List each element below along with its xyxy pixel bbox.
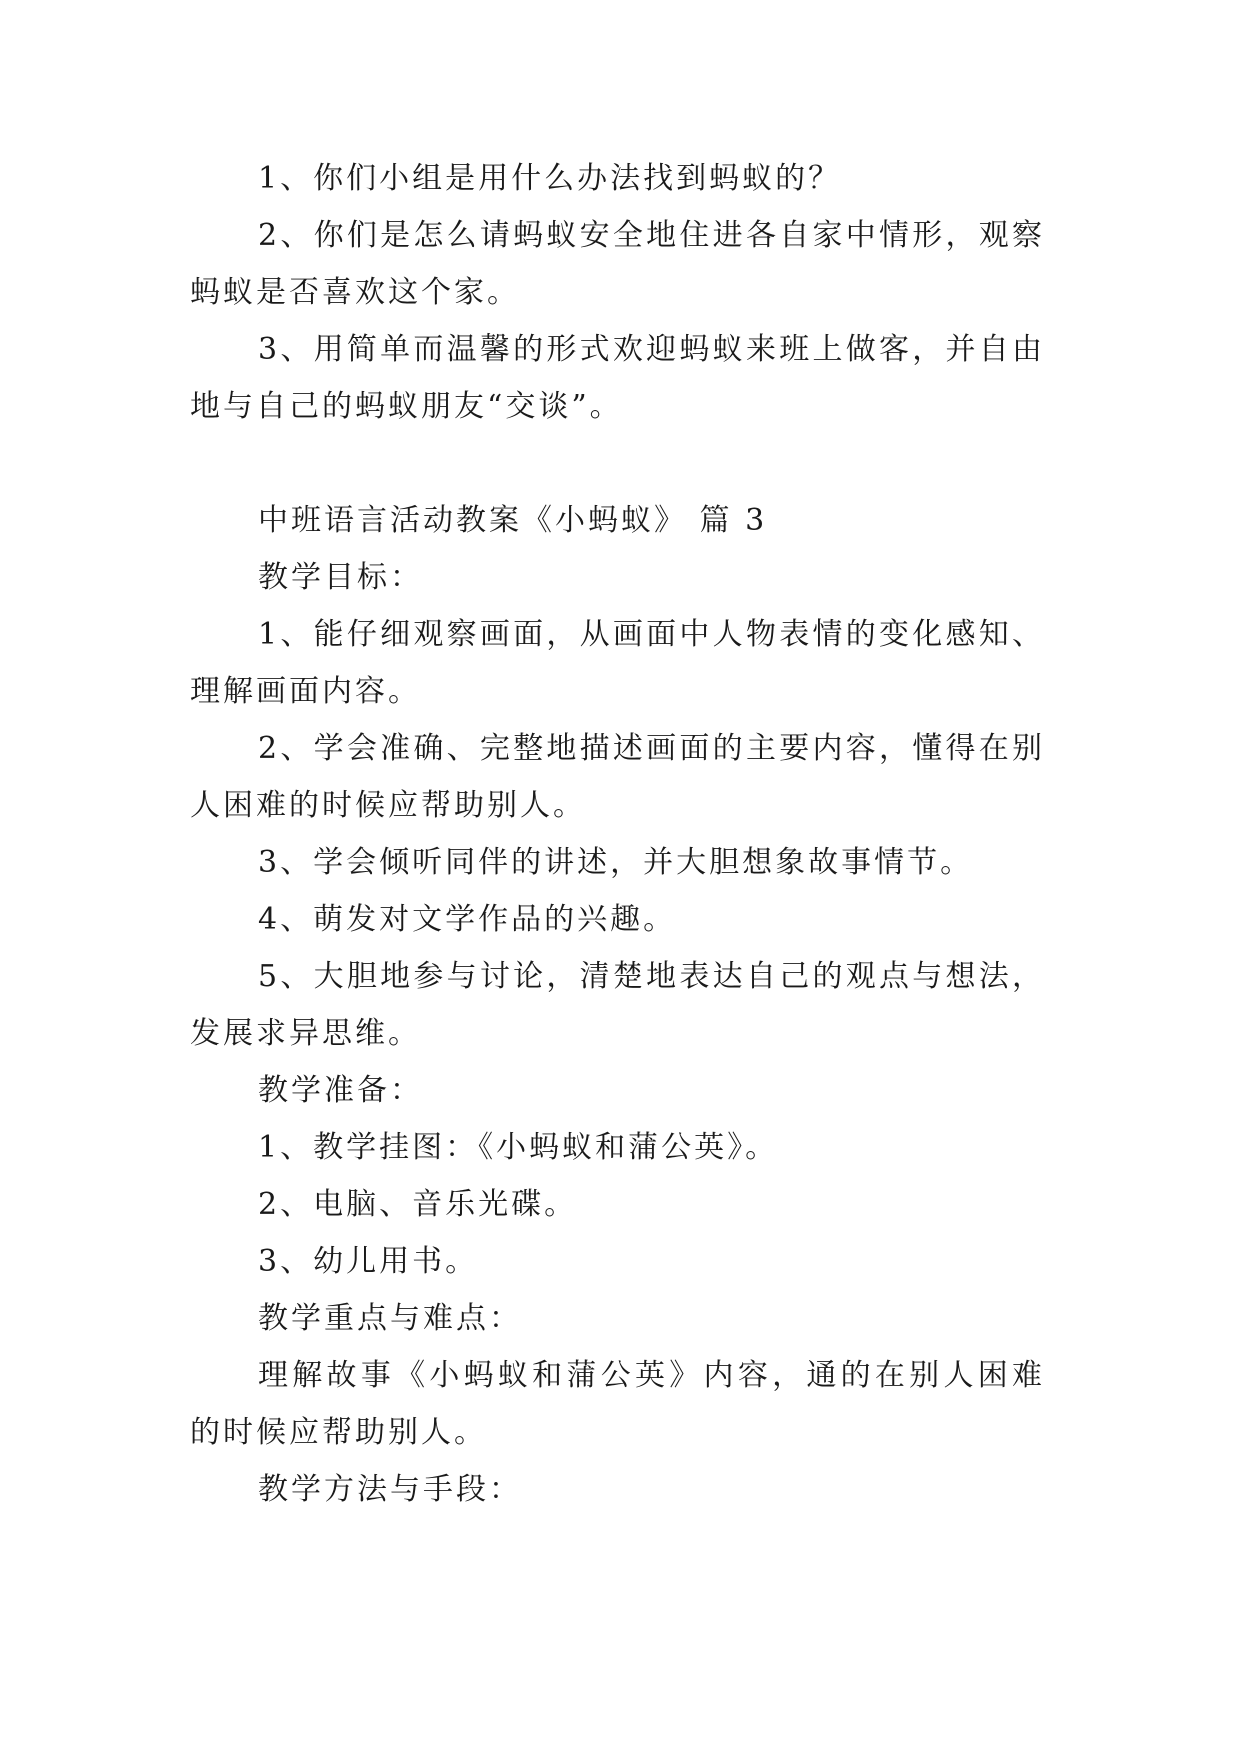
section-heading: 中班语言活动教案《小蚂蚁》 篇 3 xyxy=(258,503,768,538)
paragraph-methods-title: 教学方法与手段： xyxy=(258,1472,522,1507)
paragraph-goal-1: 1、能仔细观察画面，从画面中人物表情的变化感知、理解画面内容。 xyxy=(190,617,1045,709)
document-body xyxy=(190,150,1045,1518)
paragraph-key-points: 理解故事《小蚂蚁和蒲公英》内容，通的在别人困难的时候应帮助别人。 xyxy=(190,1358,1045,1450)
paragraph-goal-3: 3、学会倾听同伴的讲述，并大胆想象故事情节。 xyxy=(258,845,974,880)
paragraph-goal-4: 4、萌发对文学作品的兴趣。 xyxy=(258,902,677,937)
paragraph-preparation-title: 教学准备： xyxy=(258,1073,423,1108)
paragraph-key-points-title: 教学重点与难点： xyxy=(258,1301,522,1336)
paragraph-goal-2: 2、学会准确、完整地描述画面的主要内容，懂得在别人困难的时候应帮助别人。 xyxy=(190,731,1045,823)
paragraph-teaching-goals-title: 教学目标： xyxy=(258,560,423,595)
paragraph-goal-5: 5、大胆地参与讨论，清楚地表达自己的观点与想法，发展求异思维。 xyxy=(190,959,1045,1051)
paragraph-question-3: 3、用简单而温馨的形式欢迎蚂蚁来班上做客，并自由地与自己的蚂蚁朋友“交谈”。 xyxy=(190,332,1045,424)
paragraph-preparation-2: 2、电脑、音乐光碟。 xyxy=(258,1187,578,1222)
paragraph-preparation-1: 1、教学挂图：《小蚂蚁和蒲公英》。 xyxy=(258,1130,779,1165)
paragraph-question-2: 2、你们是怎么请蚂蚁安全地住进各自家中情形，观察蚂蚁是否喜欢这个家。 xyxy=(190,218,1045,310)
paragraph-preparation-3: 3、幼儿用书。 xyxy=(258,1244,479,1279)
paragraph-question-1: 1、你们小组是用什么办法找到蚂蚁的？ xyxy=(258,161,842,196)
